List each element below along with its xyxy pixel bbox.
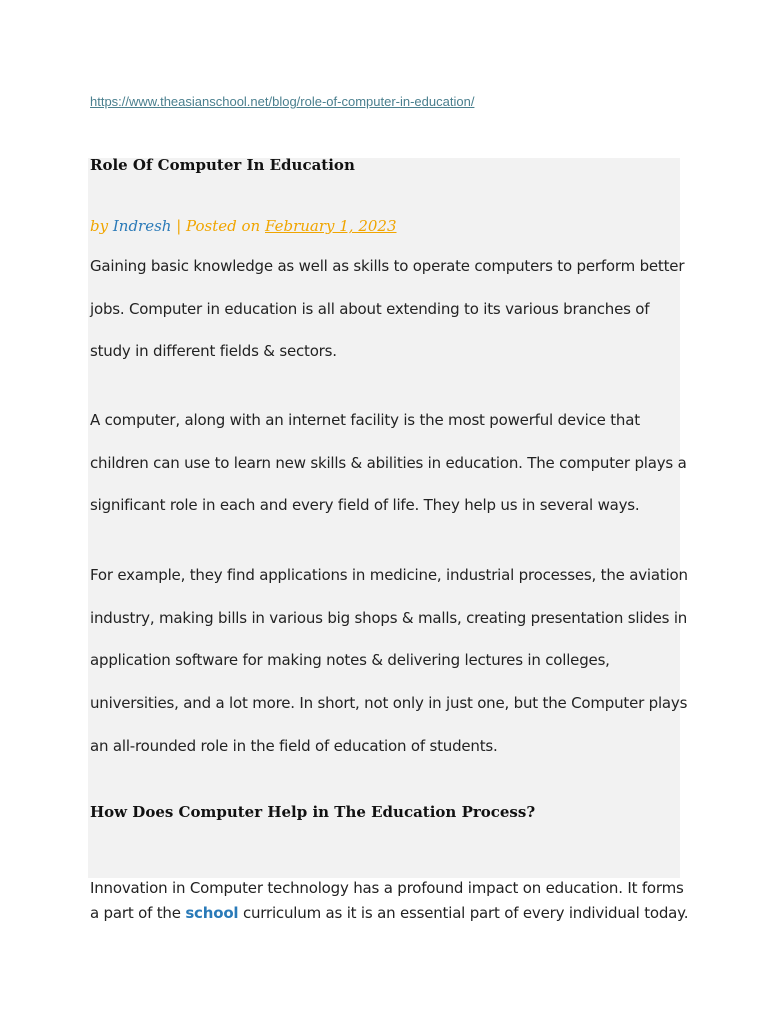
article-title: Role Of Computer In Education [90,156,355,174]
paragraph-3: For example, they find applications in medicine, industrial processes, the aviation industry, making bills in various big shops & malls, creating presentation slides in application software for making notes & delivering lectures in colleges, universities, and a lot more. In short, not only in just one, but the Computer plays an all-rounded role in the field of education of students. [90,566,688,755]
paragraph-2: A computer, along with an internet facility is the most powerful device that children can use to learn new skills & abilities in education. The computer plays a significant role in each and every field of life. They help us in several ways. [90,411,687,515]
author-link[interactable]: Indresh [112,217,172,235]
byline-separator: | Posted on [171,217,265,235]
closing-text-end: curriculum as it is an essential part of every individual today. [238,904,689,922]
section-heading: How Does Computer Help in The Education Process? [90,803,536,821]
byline-prefix: by [90,217,109,235]
post-date-link[interactable]: February 1, 2023 [265,217,397,235]
closing-paragraph [90,876,690,926]
closing-text-start: Innovation in Computer technology has a profound impact on education. It forms a part of the [90,879,684,922]
school-link[interactable]: school [185,904,239,922]
paragraph-1: Gaining basic knowledge as well as skills to operate computers to perform better jobs. Computer in education is all about extending to its various branches of study in different fields & sectors. [90,257,685,361]
source-url-link[interactable]: https://www.theasianschool.net/blog/role-of-computer-in-education/ [90,94,475,109]
article-byline [90,217,397,235]
